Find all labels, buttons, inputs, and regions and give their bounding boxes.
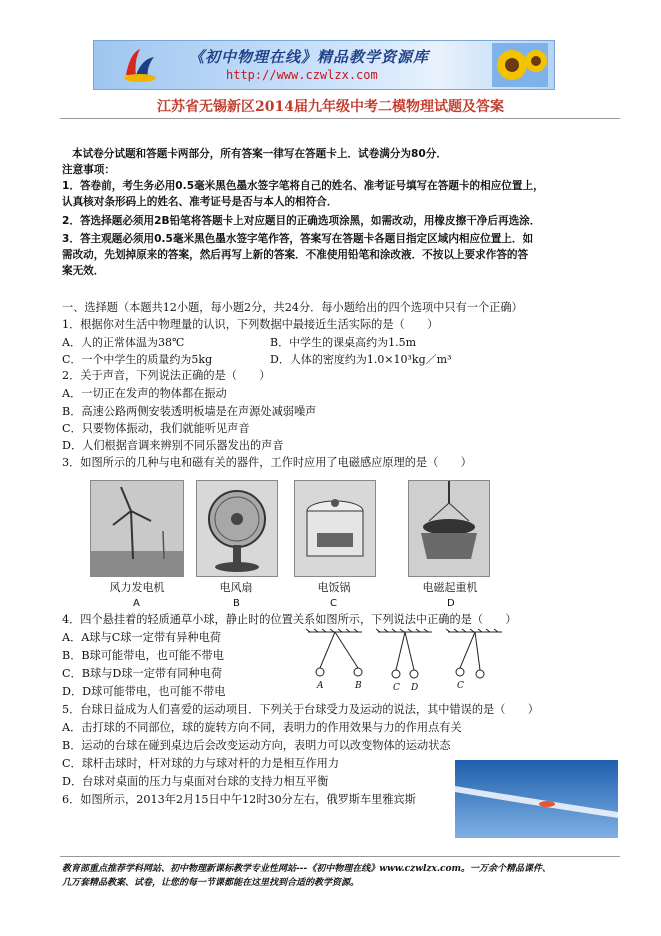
q5-option-b: B．运动的台球在碰到桌边后会改变运动方向，表明力可以改变物体的运动状态 — [62, 739, 451, 752]
banner-title: 《初中物理在线》精品教学资源库 — [189, 48, 430, 66]
ball-label-a: A — [317, 681, 324, 691]
q4-option-a: A．A球与C球一定带有异种电荷 — [62, 631, 221, 644]
sunflower-image — [492, 43, 548, 87]
ball-label-c: C — [393, 683, 400, 693]
q1-option-b: B．中学生的课桌高约为1.5m — [270, 336, 417, 349]
header-banner — [93, 40, 555, 90]
q1-option-a: A．人的正常体温为38℃ — [62, 336, 185, 349]
q5-option-d: D．台球对桌面的压力与桌面对台球的支持力相互平衡 — [62, 775, 329, 788]
rice-cooker-photo — [294, 480, 376, 577]
footer — [62, 862, 622, 890]
q5-option-c: C．球杆击球时，杆对球的力与球对杆的力是相互作用力 — [62, 757, 340, 770]
q2-option-a: A．一切正在发声的物体都在振动 — [62, 387, 227, 400]
electromagnet-crane-photo — [408, 480, 490, 577]
q5-stem: 5．台球日益成为人们喜爱的运动项目．下列关于台球受力及运动的说法，其中错误的是（ ） — [62, 703, 539, 716]
q3-letter-a: A — [133, 598, 140, 609]
q1-option-c: C．一个中学生的质量约为5kg — [62, 353, 213, 366]
section-heading: 一、选择题（本题共12小题，每小题2分，共24分．每小题给出的四个选项中只有一个正确） — [62, 301, 523, 314]
q1-stem: 1．根据你对生活中物理量的认识，下列数据中最接近生活实际的是（ ） — [62, 318, 439, 331]
ball-label-b: B — [355, 681, 362, 691]
q4-stem: 4．四个悬挂着的轻质通草小球，静止时的位置关系如图所示，下列说法中正确的是（ ） — [62, 613, 517, 626]
meteor-trail-photo — [455, 760, 618, 838]
q3-caption-b: 电风扇 — [219, 581, 253, 594]
ball-label-c2: C — [457, 681, 464, 691]
footer-line-2: 几万套精品教案、试卷，让您的每一节课都能在这里找到合适的教学资源。 — [62, 878, 360, 888]
title-divider — [60, 118, 620, 119]
q3-stem: 3．如图所示的几种与电和磁有关的器件，工作时应用了电磁感应原理的是（ ） — [62, 456, 472, 469]
wind-turbine-photo — [90, 480, 184, 577]
q2-option-c: C．只要物体振动，我们就能听见声音 — [62, 422, 250, 435]
footer-divider — [60, 856, 620, 857]
q3-caption-a: 风力发电机 — [109, 581, 165, 594]
q1-option-d: D．人体的密度约为1.0×10³kg／m³ — [270, 353, 452, 366]
note-3a: 3．答主观题必须用0.5毫米黑色墨水签字笔作答，答案写在答题卡各题目指定区域内相应位置上．如 — [62, 233, 534, 245]
electric-fan-photo — [196, 480, 278, 577]
note-2: 2．答选择题必须用2B铅笔将答题卡上对应题目的正确选项涂黑，如需改动，用橡皮擦干净后再选涂． — [62, 215, 541, 227]
q4-option-b: B．B球可能带电，也可能不带电 — [62, 649, 224, 662]
q3-letter-c: C — [330, 598, 337, 609]
footer-line-1: 教育部重点推荐学科网站、初中物理新课标教学专业性网站---《初中物理在线》www.czwlzx.com。一万余个精品课件、 — [62, 864, 552, 874]
q4-option-d: D．D球可能带电，也可能不带电 — [62, 685, 226, 698]
q2-option-b: B．高速公路两侧安装透明板墙是在声源处减弱噪声 — [62, 405, 317, 418]
note-1b: 认真核对条形码上的姓名、准考证号是否与本人的相符合． — [62, 196, 338, 208]
hanging-balls-diagram — [300, 628, 510, 693]
ball-label-d: D — [411, 683, 419, 693]
banner-url[interactable]: http://www.czwlzx.com — [226, 68, 378, 82]
q6-stem: 6．如图所示，2013年2月15日中午12时30分左右，俄罗斯车里雅宾斯 — [62, 793, 416, 806]
q3-caption-c: 电饭锅 — [317, 581, 351, 594]
q2-option-d: D．人们根据音调来辨别不同乐器发出的声音 — [62, 439, 284, 452]
note-1a: 1．答卷前，考生务必用0.5毫米黑色墨水签字笔将自己的姓名、准考证号填写在答题卡的相应位置上， — [62, 180, 544, 192]
notes-heading: 注意事项： — [62, 164, 115, 176]
q3-letter-b: B — [233, 598, 240, 609]
site-logo — [120, 45, 160, 85]
note-3b: 需改动，先划掉原来的答案，然后再写上新的答案．不准使用铅笔和涂改液．不按以上要求作答的答 — [62, 249, 529, 261]
intro-line: 本试卷分试题和答题卡两部分，所有答案一律写在答题卡上．试卷满分为80分． — [72, 148, 447, 160]
q2-stem: 2．关于声音，下列说法正确的是（ ） — [62, 369, 271, 382]
q5-option-a: A．击打球的不同部位，球的旋转方向不同，表明力的作用效果与力的作用点有关 — [62, 721, 462, 734]
q4-option-c: C．B球与D球一定带有同种电荷 — [62, 667, 223, 680]
q3-caption-d: 电磁起重机 — [422, 581, 478, 594]
note-3c: 案无效． — [62, 265, 105, 277]
document-title: 江苏省无锡新区2014届九年级中考二模物理试题及答案 — [157, 99, 504, 115]
q3-letter-d: D — [447, 598, 455, 609]
